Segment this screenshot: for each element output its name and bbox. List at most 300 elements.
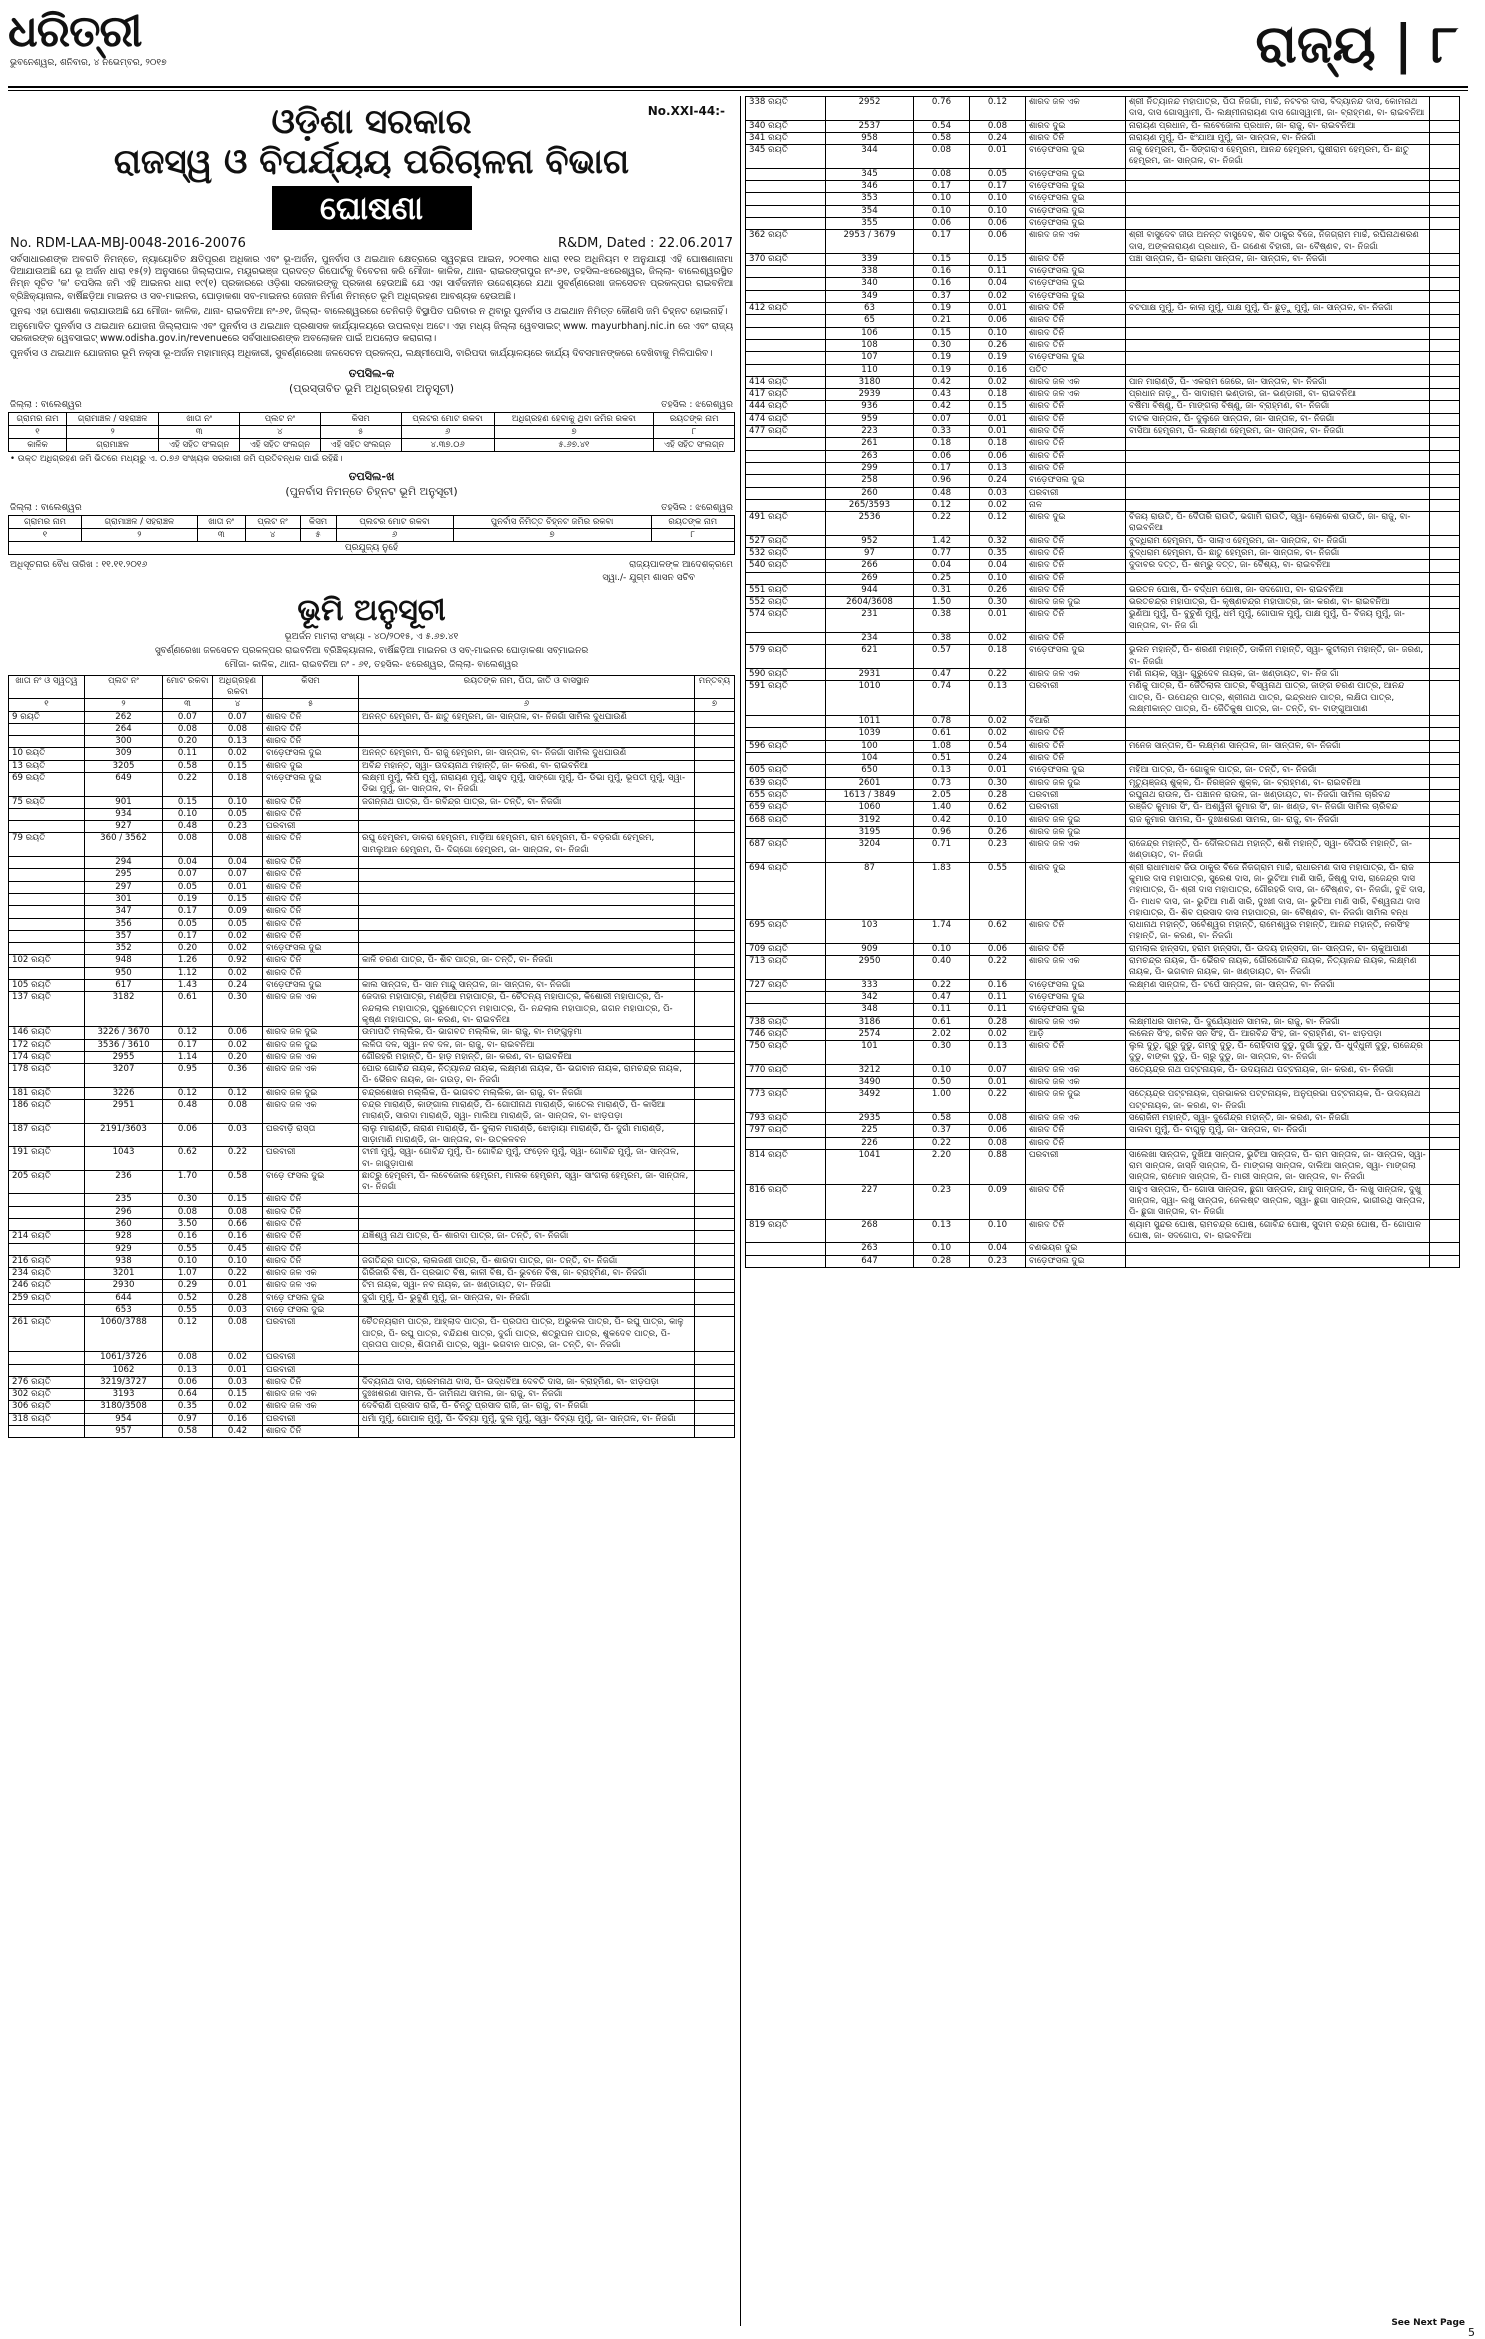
table-header: ଖାତା ନଂ — [197, 515, 245, 528]
table-cell — [746, 572, 826, 584]
table-cell: ଗିରିଜାରି ବିଷ, ପି- ପ୍ରଭାତ ବିଷ, କାଳୀ ବିଷ, ପି- ଭୁବନେ ବିଷ, ଜା- ବ୍ରାହ୍ମିଣ, ବା- ନିଜଗାଁ — [359, 1268, 695, 1280]
table-row — [746, 645, 1460, 669]
table-row — [746, 290, 1460, 302]
notice-paragraph-4: ପୁନର୍ବାସ ଓ ଥଇଥାନ ଯୋଜନାର ଭୂମି ନକ୍ସା ଭୂ-ଅର୍ଜନ ମହାମାନ୍ୟ ଅଧିକାରୀ, ସୁବର୍ଣ୍ଣରେଖା ଜଳସେଚନ ପ୍ରକଳ୍ପ, ଲକ୍ଷ୍ମୀପୋସି, ବାରିପଦା କାର୍ଯ୍ୟାଳୟରେ କାର୍ଯ୍ୟ ଦିବସମାନଙ୍କରେ ଦେଖିବାକୁ ମିଳିପାରିବ। — [10, 348, 713, 360]
table-cell: ଜଗତିନ୍ଦ୍ର ପାତ୍ର, ଲାଲଜଣୀ ପାତ୍ର, ପି- ଶାରଦା ପାତ୍ର, ଜା- ତନ୍ତି, ବା- ନିଜଗାଁ — [359, 1255, 695, 1267]
table-cell — [9, 1206, 85, 1218]
table-cell — [1430, 716, 1460, 728]
table-cell: ଶାରଦ ଜଳ ଏକ — [263, 1100, 359, 1124]
table-cell: 0.92 — [213, 955, 263, 967]
table-cell — [695, 906, 735, 918]
table-cell: 347 — [85, 906, 163, 918]
table-cell: 333 — [826, 979, 914, 991]
table-cell: 0.22 — [970, 1089, 1026, 1113]
table-row — [746, 862, 1460, 919]
table-cell: ସାଲେଖା ସାନ୍ତାଳ, ଦୁଖିଆ ସାନ୍ତାଳ, ଭୁଟିଆ ସାନ୍ତାଳ, ପି- ରାମ ସାନ୍ତାଳ, ଜା- ସାନ୍ତାଳ, ସ୍ୱା- ରାମ ସାନ୍ତାଳ, ଜାସ୍ନି ସାନ୍ତାଳ, ପି- ମାଙ୍ଗଲା ସାନ୍ତାଳ, ଦାଲିଆ ସାନ୍ତାଳ, ସ୍ୱା- ମାଙ୍ଗଲା ସାନ୍ତାଳ, ରାମୋନ ସାନ୍ତାଳ, ପି- ମାରୀ ସାନ୍ତାଳ, ଜା- ସାନ୍ତାଳ, ବା- ନିଜଗାଁ — [1126, 1149, 1430, 1184]
table-cell — [695, 833, 735, 857]
notice-paragraph-2: ପୁନଶ୍ଚ ଏହା ଘୋଷଣା କରାଯାଉଅଛି ଯେ ମୌଜା- କାଳିକ, ଥାନା- ରାଇବନିଆ ନଂ-୬୧, ଜିଲ୍ଲା- ବାଲେଶ୍ୱରରେ ଚେନିଗଡ଼ି ବିସ୍ଥାପିତ ପରିବାର ନ ଥିବାରୁ ପୁନର୍ବାସ ଓ ଥଇଥାନ ନିମିତ୍ତ କୌଣସି ଜମି ଚିହ୍ନଟ ହୋଇନାହିଁ। — [10, 305, 728, 317]
table-header: ଗ୍ରାମାଞ୍ଚଳ / ସହରାଞ୍ଚଳ — [81, 515, 197, 528]
table-cell: 1.50 — [914, 597, 970, 609]
table-row — [9, 980, 735, 992]
table-cell: 0.16 — [914, 278, 970, 290]
table-cell: 0.15 — [213, 760, 263, 772]
table-header: ମୋଟ ରକବା — [163, 675, 213, 699]
table-cell: 0.64 — [163, 1389, 213, 1401]
schedule-a-row — [9, 438, 735, 451]
table-cell: 944 — [826, 584, 914, 596]
table-cell: 0.08 — [163, 1352, 213, 1364]
table-cell — [1126, 364, 1430, 376]
table-cell: 936 — [826, 401, 914, 413]
table-cell: ଶାରଦ ଜଳ ଏକ — [1026, 1112, 1126, 1124]
table-row — [9, 955, 735, 967]
table-cell: ଶାରଦ ତିନି — [1026, 560, 1126, 572]
table-cell — [1430, 145, 1460, 169]
table-cell: ୫ — [320, 425, 401, 438]
schedule-b-numbers — [9, 528, 735, 541]
table-cell: ଶାରଦ ତିନି — [263, 723, 359, 735]
table-cell: 0.22 — [970, 668, 1026, 680]
table-cell — [695, 760, 735, 772]
table-cell: 0.77 — [914, 547, 970, 559]
table-cell: 0.19 — [914, 303, 970, 315]
table-row — [746, 633, 1460, 645]
table-cell — [1430, 839, 1460, 863]
table-cell — [9, 857, 85, 869]
table-cell: 0.08 — [163, 833, 213, 857]
table-cell — [695, 943, 735, 955]
table-cell — [746, 327, 826, 339]
table-cell — [359, 918, 695, 930]
table-row — [746, 1064, 1460, 1076]
table-cell: ୬ — [401, 425, 494, 438]
table-row — [746, 609, 1460, 633]
table-cell: ପଞ୍ଚା ସାନ୍ତାଳ, ପି- ରାଇମା ସାନ୍ତାଳ, ଜା- ସାନ୍ତାଳ, ବା- ନିଜଗାଁ — [1126, 253, 1430, 265]
table-cell — [9, 1243, 85, 1255]
table-cell: ଶାରଦ ଜଳ ଦୁଇ — [1026, 814, 1126, 826]
table-cell: ଶାରଦ ଜଳ ଏକ — [1026, 1016, 1126, 1028]
table-cell — [1430, 1077, 1460, 1089]
table-row — [746, 413, 1460, 425]
table-cell: 261 ରୟତି — [9, 1317, 85, 1352]
table-cell — [746, 352, 826, 364]
table-cell: 0.10 — [213, 1255, 263, 1267]
table-cell: 0.19 — [914, 364, 970, 376]
table-cell: ୫ — [300, 528, 336, 541]
table-cell — [1126, 753, 1430, 765]
table-cell: 1062 — [85, 1364, 163, 1376]
table-cell: 0.16 — [914, 266, 970, 278]
table-cell: 0.30 — [213, 992, 263, 1027]
table-cell: 1.83 — [914, 862, 970, 919]
table-cell — [746, 1077, 826, 1089]
table-cell: 1043 — [85, 1147, 163, 1171]
table-cell — [1430, 535, 1460, 547]
table-cell: 300 — [85, 736, 163, 748]
table-cell: 0.18 — [914, 438, 970, 450]
schedule-b-tahasil: ତହସିଲ : ଝରେଶ୍ୱର — [661, 502, 733, 513]
table-cell — [1430, 290, 1460, 302]
table-cell: ବର୍ଷିମା ବିଷ୍ଣୁ, ପି- ମାଙ୍ଗଲା ବିଷ୍ଣୁ, ଜା- ବ୍ରାହ୍ମଣ, ବା- ନିଜଗାଁ — [1126, 401, 1430, 413]
table-cell: ଶାରଦ ଦୁଇ — [1026, 862, 1126, 919]
table-cell — [1126, 826, 1430, 838]
schedule-b-title: ତପସିଲ-ଖ — [348, 469, 395, 483]
table-row — [9, 833, 735, 857]
table-cell: ବିଜୟ ରାଉତି, ପି- ଦୈତାରି ରାଉତି, ଭଗାମି ରାଉତି, ସ୍ୱା- ଲୋକେଶ ରାଉତି, ଜା- ରାଜୁ, ବା- ରାଇବନିଆ — [1126, 512, 1430, 536]
table-cell: 0.58 — [163, 760, 213, 772]
table-cell — [359, 881, 695, 893]
table-cell — [746, 475, 826, 487]
table-cell: ଶାରଦ ତିନି — [263, 930, 359, 942]
table-cell: ଶାରଦ ଜଳ ଏକ — [1026, 1064, 1126, 1076]
table-cell: 0.03 — [970, 487, 1026, 499]
table-cell: 3180 — [826, 376, 914, 388]
table-row — [746, 1089, 1460, 1113]
table-cell: ଶାରଦ ତିନି — [263, 1426, 359, 1438]
table-cell: 0.01 — [213, 1280, 263, 1292]
table-cell — [1126, 193, 1430, 205]
table-cell: 1039 — [826, 728, 914, 740]
table-cell — [695, 773, 735, 797]
table-cell: 338 — [826, 266, 914, 278]
table-cell: ଶାରଦ ତିନି — [1026, 609, 1126, 633]
table-row — [746, 512, 1460, 536]
table-cell — [1430, 205, 1460, 217]
governor-order: ରାଜ୍ୟପାଳଙ୍କ ଆଦେଶକ୍ରମେ — [629, 559, 733, 570]
table-cell: 0.16 — [970, 364, 1026, 376]
table-cell: 0.61 — [914, 1016, 970, 1028]
table-cell — [1126, 1077, 1430, 1089]
table-cell: ଶାରଦ ତିନି — [1026, 1137, 1126, 1149]
table-cell — [746, 826, 826, 838]
land-location-line: ମୌଜା- କାଳିକ, ଥାନା- ରାଇବନିଆ ନଂ - ୬୧, ତହସିଲ- ଝରେଶ୍ୱର, ଜିଲ୍ଲା- ବାଲେଶ୍ୱର — [224, 659, 519, 670]
table-cell: ସରୋଜିନୀ ମହାନ୍ତି, ସ୍ୱା- ଦୁର୍ଗେନ୍ଦ୍ର ମହାନ୍ତି, ଜା- କରଣ, ବା- ନିଜଗାଁ — [1126, 1112, 1430, 1124]
table-cell: 75 ରୟତି — [9, 796, 85, 808]
table-cell: 3205 — [85, 760, 163, 772]
table-cell: 0.05 — [163, 881, 213, 893]
table-cell: 659 ରୟତି — [746, 802, 826, 814]
table-cell — [695, 1364, 735, 1376]
table-cell — [9, 1305, 85, 1317]
table-cell: ଘରବାରୀ — [263, 1364, 359, 1376]
table-cell: ଶାରଦ ତିନି — [263, 1243, 359, 1255]
table-cell: ଶାରଦ ଜଳ ଦୁଇ — [1026, 597, 1126, 609]
table-cell: 938 — [85, 1255, 163, 1267]
table-cell: 2604/3608 — [826, 597, 914, 609]
table-cell: ବାଡ଼େଫସଲ ଦୁଇ — [1026, 1004, 1126, 1016]
table-cell: 0.30 — [914, 339, 970, 351]
table-cell: 0.02 — [970, 1028, 1026, 1040]
table-cell: 1041 — [826, 1149, 914, 1184]
table-cell — [1430, 789, 1460, 801]
table-cell — [1430, 728, 1460, 740]
table-header: ରୟତଙ୍କ ନାମ — [654, 412, 735, 425]
table-cell — [1126, 499, 1430, 511]
table-cell: 0.07 — [213, 711, 263, 723]
table-cell: 0.57 — [914, 645, 970, 669]
table-row — [746, 376, 1460, 388]
table-cell — [746, 217, 826, 229]
table-cell: 0.42 — [213, 1426, 263, 1438]
table-cell — [1430, 956, 1460, 980]
table-cell: ୭ — [453, 528, 651, 541]
table-cell — [695, 1231, 735, 1243]
table-cell: 226 — [826, 1137, 914, 1149]
table-cell: ଶାରଦ ତିନି — [263, 1194, 359, 1206]
table-cell: 3492 — [826, 1089, 914, 1113]
table-cell: 2536 — [826, 512, 914, 536]
table-cell: ଟିମ ନାୟକ, ସ୍ୱା- ନବ ନାୟକ, ଜା- ଖଣ୍ଡାୟତ, ବା- ନିଜଗାଁ — [359, 1280, 695, 1292]
table-row — [9, 723, 735, 735]
table-header: ପ୍ଲଟର ମୋଟ ରକବା — [401, 412, 494, 425]
table-cell: ଶ୍ରୀ ବାସୁଦେବ ଜୀଉ ଅନନ୍ତ ବାସୁଦେବ, ଶିବ ଠାକୁର ବିଜେ, ନିଜଗ୍ରାମ ମାର୍ଚ୍ଚ, ରଘିନାଥଶରଣ ଦାସ, ଅଙ୍କନାରାୟଣ ପ୍ରଧାନ, ପି- ଗଣେଶ ବିହାରୀ, ଜା- ବୈଷ୍ଣବ, ବା- ନିଜଗାଁ — [1126, 230, 1430, 254]
table-cell — [1430, 230, 1460, 254]
table-row — [9, 1255, 735, 1267]
table-cell — [695, 1194, 735, 1206]
table-cell: 477 ରୟତି — [746, 426, 826, 438]
table-cell: 302 ରୟତି — [9, 1389, 85, 1401]
table-cell: 1060 — [826, 802, 914, 814]
table-cell — [695, 748, 735, 760]
table-cell: 262 — [85, 711, 163, 723]
table-cell: ଭରତଚନ୍ଦ୍ର ମହାପାତ୍ର, ପି- କୃଷ୍ଣଚନ୍ଦ୍ର ମହାପାତ୍ର, ଜା- କରଣ, ବା- ରାଇବନିଆ — [1126, 597, 1430, 609]
table-cell — [1430, 376, 1460, 388]
table-cell — [1126, 327, 1430, 339]
table-cell — [1126, 1243, 1430, 1255]
table-cell — [695, 1243, 735, 1255]
table-cell: ରଘୁ ହେମ୍ବ୍ରମ, ଡାକରା ହେମ୍ବ୍ରମ, ମାଡ଼ିଆ ହେମ୍ବ୍ରମ, ରାମ ହେମ୍ବ୍ରମ, ପି- ବଡ଼ରଗାଁ ହେମ୍ବ୍ରମ, ସାମଲୁଆନ ହେମ୍ବ୍ରମ, ପି- ଦିଗ୍ଗୋ ହେମ୍ବ୍ରମ, ଜା- ସାନ୍ତାଳ, ବା- ନିଜଗାଁ — [359, 833, 695, 857]
table-cell — [1430, 253, 1460, 265]
table-cell — [695, 1413, 735, 1425]
table-cell — [1430, 572, 1460, 584]
table-cell: 100 — [826, 740, 914, 752]
table-row — [746, 450, 1460, 462]
table-cell: 0.02 — [970, 376, 1026, 388]
table-cell: 205 ରୟତି — [9, 1170, 85, 1194]
table-cell — [695, 1087, 735, 1099]
table-cell: 0.17 — [163, 930, 213, 942]
table-row — [9, 796, 735, 808]
table-row — [746, 181, 1460, 193]
table-cell: 0.22 — [213, 1268, 263, 1280]
table-cell: ଚୈତନ୍ୟରାମ ପାତ୍ର, ଆହ୍ଲାଦ ପାତ୍ର, ପି- ପ୍ରତାପ ପାତ୍ର, ଅଭୁକଲ ପାତ୍ର, ପି- ରଘୁ ପାତ୍ର, କାଳୁ ପାତ୍ର, ପି- ରଘୁ ପାତ୍ର, ବନ୍ଦିଯଶ ପାତ୍ର, ଦୁର୍ଗା ପାତ୍ର, ଶତ୍ରୁଘନ ପାତ୍ର, ଶୁକଦେବ ପାତ୍ର, ପି- ପ୍ରତାପ ପାତ୍ର, ଶିତାମଣି ପାତ୍ର, ସ୍ୱା- ଭଗବାନ ପାତ୍ର, ଜା- ତନ୍ତି, ବା- ନିଜଗାଁ — [359, 1317, 695, 1352]
table-row — [746, 814, 1460, 826]
table-cell: 2574 — [826, 1028, 914, 1040]
table-cell: 0.09 — [970, 1184, 1026, 1219]
table-row — [9, 967, 735, 979]
table-cell: ଶାରଦ ଦୁଇ — [263, 760, 359, 772]
table-cell: 227 — [826, 1184, 914, 1219]
land-header — [9, 675, 735, 699]
table-cell: ରଘୁନାଥ ରାଉଳ, ପି- ପଞ୍ଚାନନ ରାଉଳ, ଜା- ଖଣ୍ଡାୟତ, ବା- ନିଜଗାଁ ସାମିଲ ଚାରିବନ୍ଦ — [1126, 789, 1430, 801]
table-cell: 1010 — [826, 681, 914, 716]
table-cell: 1.00 — [914, 1089, 970, 1113]
table-row — [746, 193, 1460, 205]
table-cell: 110 — [826, 364, 914, 376]
table-cell: 491 ରୟତି — [746, 512, 826, 536]
table-cell — [746, 728, 826, 740]
table-cell: 0.30 — [914, 1041, 970, 1065]
table-cell: 2951 — [85, 1100, 163, 1124]
dateline: ଭୁବନେଶ୍ୱର, ଶନିବାର, ୪ ନଭେମ୍ବର, ୨୦୧୭ — [10, 58, 167, 68]
table-cell — [695, 881, 735, 893]
table-cell: 102 ରୟତି — [9, 955, 85, 967]
table-cell: ଶାରଦ ଜଳ ଏକ — [263, 1064, 359, 1088]
table-cell: ଲକ୍ଷ୍ମୀ ମୁର୍ମୁ, ଲିପି ମୁର୍ମୁ, ନାରାୟଣ ମୁର୍ମୁ, ସାହୁଦ ମୁର୍ମୁ, ସାଙ୍ଗୋ ମୁର୍ମୁ, ପି- ଡିଭା ମୁର୍ମୁ, ଭୂପତୀ ମୁର୍ମୁ, ସ୍ୱା- ଡିଭା ମୁର୍ମୁ, ଜା- ସାନ୍ତାଳ, ବା- ନିଜଗାଁ — [359, 773, 695, 797]
table-cell: 3212 — [826, 1064, 914, 1076]
table-cell — [746, 181, 826, 193]
table-cell — [1430, 450, 1460, 462]
table-cell: 0.28 — [970, 1016, 1026, 1028]
table-cell — [1430, 168, 1460, 180]
table-cell: ଶାରଦ ତିନି — [1026, 584, 1126, 596]
memo-date: R&DM, Dated : 22.06.2017 — [557, 236, 733, 251]
land-case-line: ଭୂଅର୍ଜନ ମାମଲା ସଂଖ୍ୟା - ୪୦/୨୦୧୫, ଏ ୫.୬୭.୪୧ — [284, 631, 459, 642]
table-cell: ଶାରଦ ଦୁଇ — [1026, 512, 1126, 536]
table-cell: 296 — [85, 1206, 163, 1218]
table-cell: 0.42 — [914, 814, 970, 826]
table-cell: 0.03 — [213, 1376, 263, 1388]
table-cell — [746, 315, 826, 327]
table-cell: 97 — [826, 547, 914, 559]
table-cell: ଶାରଦ ତିନି — [1026, 401, 1126, 413]
table-cell: 0.36 — [213, 1064, 263, 1088]
table-cell: 0.08 — [213, 1206, 263, 1218]
table-cell: 957 — [85, 1426, 163, 1438]
table-row — [9, 918, 735, 930]
table-cell: 0.62 — [970, 920, 1026, 944]
table-cell: ଶାରଦ ଜଳ ଏକ — [1026, 668, 1126, 680]
table-row — [746, 535, 1460, 547]
table-cell: 0.02 — [213, 930, 263, 942]
table-cell: 591 ରୟତି — [746, 681, 826, 716]
table-cell: 444 ରୟତି — [746, 401, 826, 413]
table-cell: 2191/3603 — [85, 1123, 163, 1147]
table-cell: 0.06 — [970, 943, 1026, 955]
table-cell: 339 — [826, 253, 914, 265]
table-cell: 0.25 — [914, 572, 970, 584]
table-cell: 65 — [826, 315, 914, 327]
table-cell — [1430, 303, 1460, 315]
table-row — [9, 1218, 735, 1230]
table-cell: ଶାରଦ ତିନି — [1026, 413, 1126, 425]
table-cell — [1430, 364, 1460, 376]
table-cell — [746, 364, 826, 376]
table-cell: ବାଡ଼େଫସଲ ଦୁଇ — [263, 943, 359, 955]
table-cell — [1126, 438, 1430, 450]
table-cell: 0.05 — [213, 808, 263, 820]
table-cell: ସାଲବା ମୁର୍ମୁ, ପି- ବାଗୁଳୁ ମୁର୍ମୁ, ଜା- ସାନ୍ତାଳ, ବା- ନିଜଗାଁ — [1126, 1125, 1430, 1137]
table-cell: ଅନନ୍ତ ହେମ୍ବ୍ରମ, ପି- ଛାତୁ ହେମ୍ବ୍ରମ, ଜା- ସାନ୍ତାଳ, ବା- ନିଜଗାଁ ସାମିଲ ଦୁଧଘାଉଣି — [359, 711, 695, 723]
table-cell: 146 ରୟତି — [9, 1027, 85, 1039]
table-row — [9, 1426, 735, 1438]
land-table-right-body — [746, 97, 1460, 1268]
table-cell: ଉମାପତି ମଲ୍ଲିକ, ପି- ଭାଗବତ ମଲ୍ଲିକ, ଜା- ରାଜୁ, ବା- ମଙ୍ଗୁଳୁମା — [359, 1027, 695, 1039]
table-cell: 0.16 — [970, 979, 1026, 991]
table-cell — [1430, 487, 1460, 499]
table-cell: 0.15 — [213, 893, 263, 905]
table-cell — [1126, 1137, 1430, 1149]
table-cell: 0.35 — [970, 547, 1026, 559]
table-cell: ଲଳିତା ଦଳ, ସ୍ୱା- ନବ ଦଳ, ଜା- ରାଜୁ, ବା- ରାଇବନିଆ — [359, 1039, 695, 1051]
table-cell — [1126, 168, 1430, 180]
table-cell: 0.06 — [163, 1376, 213, 1388]
table-cell: 412 ରୟତି — [746, 303, 826, 315]
table-header: ଅଧିଗ୍ରହଣ ରକବା — [213, 675, 263, 699]
schedule-a-subtitle: (ପ୍ରସ୍ତାବିତ ଭୂମି ଅଧିଗ୍ରହଣ ଅନୁସୂଚୀ) — [288, 381, 455, 395]
table-cell — [359, 857, 695, 869]
table-cell — [1430, 266, 1460, 278]
table-cell — [695, 1305, 735, 1317]
table-cell: ବାଡ଼େଫସଲ ଦୁଇ — [263, 980, 359, 992]
table-cell — [746, 487, 826, 499]
schedule-a-meta — [10, 400, 733, 410]
table-cell: 3536 / 3610 — [85, 1039, 163, 1051]
table-cell: 0.04 — [163, 857, 213, 869]
table-cell: ଶାରଦ ତିନି — [1026, 1125, 1126, 1137]
table-cell: 797 ରୟତି — [746, 1125, 826, 1137]
table-cell: 0.88 — [970, 1149, 1026, 1184]
table-cell: ମଣି ନାୟକ, ସ୍ୱା- ଗୁରୁଦେବ ନାୟକ, ଜା- ଖଣ୍ଡାୟତ, ବା- ନିଜ ଗାଁ — [1126, 668, 1430, 680]
table-cell — [1430, 1149, 1460, 1184]
table-cell: 9 ରୟତି — [9, 711, 85, 723]
table-cell: 0.16 — [163, 1231, 213, 1243]
table-cell: 694 ରୟତି — [746, 862, 826, 919]
table-cell: 928 — [85, 1231, 163, 1243]
table-cell: 2931 — [826, 668, 914, 680]
signature-line — [10, 560, 733, 570]
memo-line — [8, 236, 735, 251]
table-cell: 0.17 — [914, 230, 970, 254]
table-cell: 0.13 — [163, 1364, 213, 1376]
table-cell: 3182 — [85, 992, 163, 1027]
table-cell: 750 ରୟତି — [746, 1041, 826, 1065]
schedule-a-header — [9, 412, 735, 425]
table-cell — [1430, 1112, 1460, 1124]
table-cell: ଘରବାଡ଼ି ରାସ୍ତା — [263, 1123, 359, 1147]
table-cell: 0.23 — [970, 839, 1026, 863]
table-cell: 596 ରୟତି — [746, 740, 826, 752]
table-cell: ମୃତ୍ୟୁଞ୍ଜୟ ଶୁକ୍ଳ, ପି- ନିରଞ୍ଜନ ଶୁକ୍ଳ, ଜା- ବ୍ରାହ୍ମଣ, ବା- ରାଇବନିଆ — [1126, 777, 1430, 789]
table-cell: 0.19 — [163, 893, 213, 905]
table-cell: ଲୁଲ ଦୁଡୁ, ଗୁରୁ ଦୁଡୁ, ଗମ୍ବୁ ଦୁଡୁ, ପି- ରୋହିଦାସ ଦୁଡୁ, ଦୁର୍ଗା ଦୁଡୁ, ପି- ଧୁର୍ଦ୍ଧୁନୀ ଦୁଡୁ, ରାଜେନ୍ଦ୍ର ଦୁଡୁ, ବାଙ୍କା ଦୁଡୁ, ପି- ଚାରୁ ଦୁଡୁ, ଜା- ସାନ୍ତାଳ, ବା- ନିଜଗାଁ — [1126, 1041, 1430, 1065]
table-cell: 653 — [85, 1305, 163, 1317]
left-column — [8, 96, 735, 2316]
table-cell — [746, 278, 826, 290]
table-cell: ବିଆରି — [1026, 716, 1126, 728]
table-cell: ଶାରଦ ତିନି — [263, 1376, 359, 1388]
table-cell — [359, 736, 695, 748]
table-cell: ଶାରଦ ଜଳ ଏକ — [1026, 230, 1126, 254]
table-cell — [359, 723, 695, 735]
schedule-a-title: ତପସିଲ-କ — [348, 366, 395, 380]
table-cell: 0.10 — [914, 1064, 970, 1076]
table-cell: ଶ୍ୟାମ ସୁନ୍ଦର ଘୋଷ, ରାମଚନ୍ଦ୍ର ଘୋଷ, ଗୋବିନ୍ଦ ଘୋଷ, ସୁଦାମ ଚନ୍ଦ୍ର ଘୋଷ, ପି- ଗୋପାଳ ଘୋଷ, ଜା- ସଦଗୋପ, ବା- ରାଇବନିଆ — [1126, 1219, 1430, 1243]
table-cell — [359, 906, 695, 918]
table-cell — [695, 1426, 735, 1438]
table-cell: 0.38 — [914, 609, 970, 633]
table-cell: 348 — [826, 1004, 914, 1016]
table-row — [9, 773, 735, 797]
table-cell: 0.07 — [163, 711, 213, 723]
table-row — [746, 572, 1460, 584]
table-cell: 105 ରୟତି — [9, 980, 85, 992]
table-cell: 0.03 — [213, 1305, 263, 1317]
table-row — [746, 753, 1460, 765]
table-header: ଖାତା ନଂ — [159, 412, 240, 425]
table-cell: 709 ରୟତି — [746, 943, 826, 955]
table-row — [746, 1004, 1460, 1016]
